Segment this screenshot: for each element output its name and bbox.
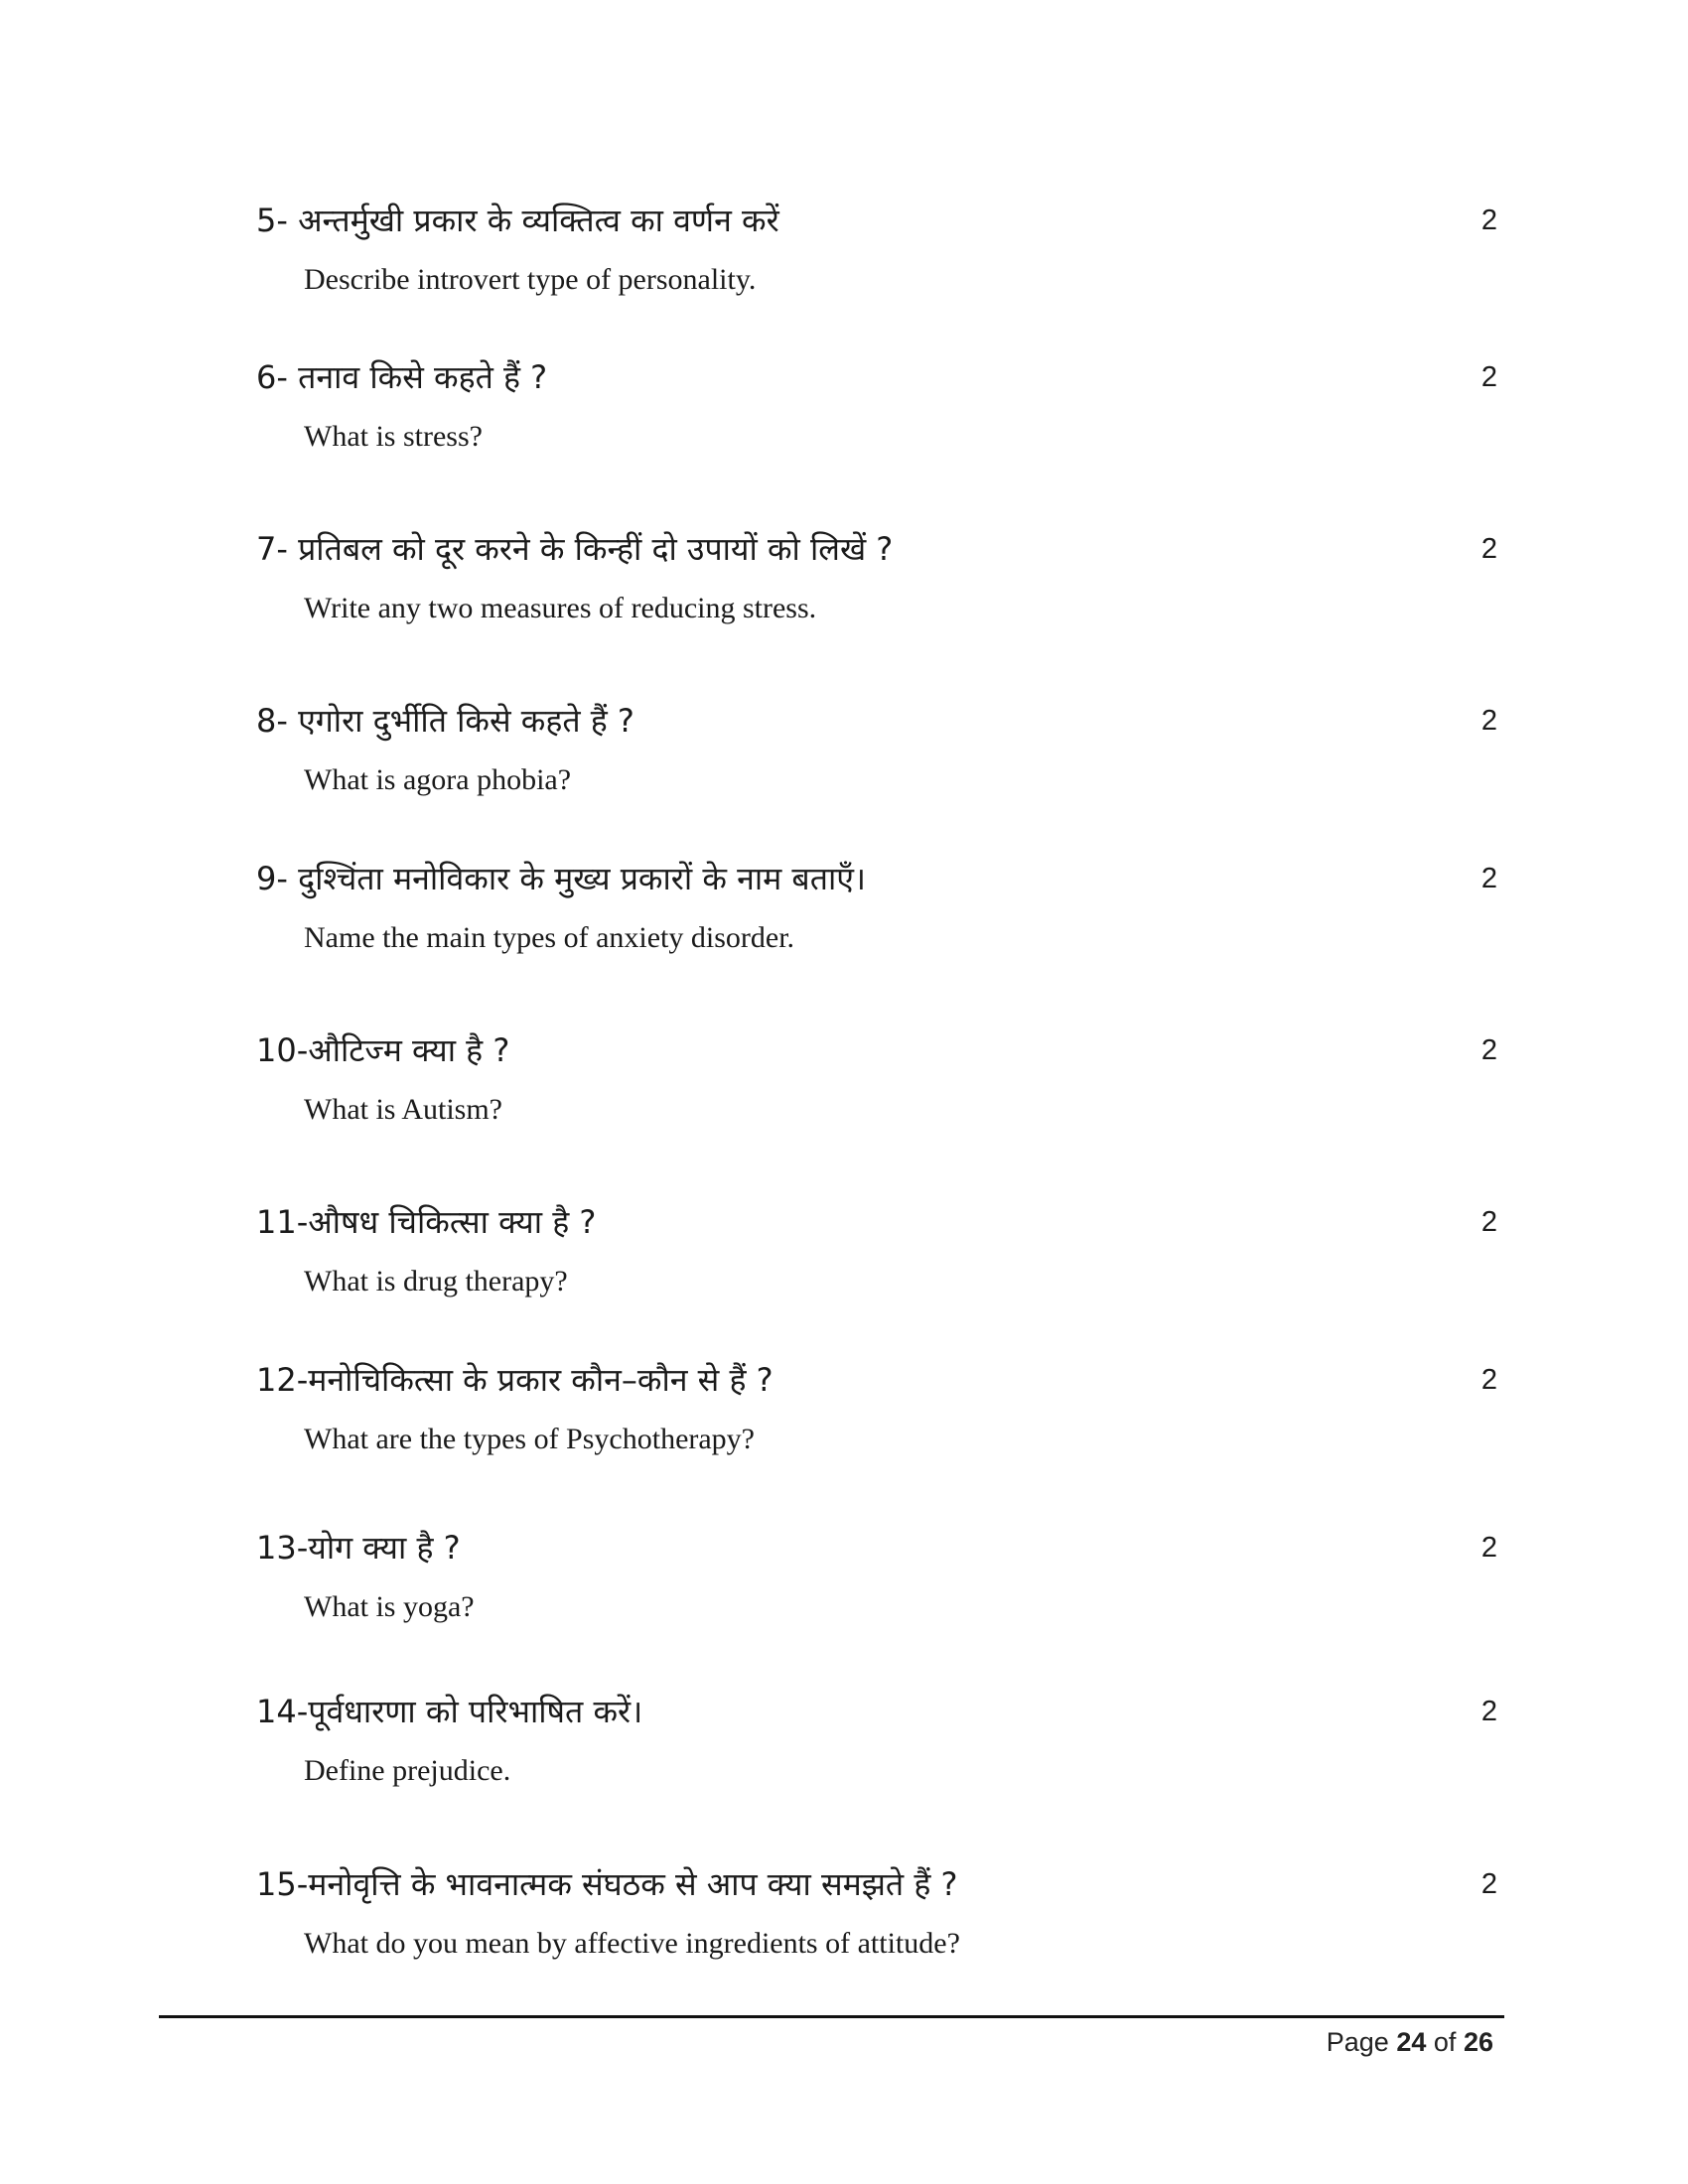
question-5: [256, 197, 1497, 300]
question-6: [256, 353, 1497, 457]
question-number: 8-: [256, 702, 288, 740]
page-of-label: of: [1433, 2027, 1457, 2057]
question-marks: 2: [1480, 1364, 1497, 1396]
current-page: 24: [1396, 2027, 1427, 2057]
question-hindi-text: तनाव किसे कहते हैं ?: [298, 358, 548, 396]
page-prefix: Page: [1326, 2027, 1389, 2057]
question-english-text: What is stress?: [304, 420, 483, 453]
question-9: [256, 855, 1497, 958]
question-english-text: What is agora phobia?: [304, 763, 572, 796]
question-hindi-text: अन्तर्मुखी प्रकार के व्यक्तित्व का वर्णन करें: [298, 202, 779, 239]
question-marks: 2: [1480, 863, 1497, 894]
question-number: 15-: [256, 1865, 309, 1903]
question-12: [256, 1356, 1497, 1459]
question-english-text: Write any two measures of reducing stress.: [304, 592, 817, 624]
question-english-text: What is drug therapy?: [304, 1265, 568, 1297]
question-number: 12-: [256, 1361, 309, 1399]
question-hindi-text: पूर्वधारणा को परिभाषित करें।: [308, 1693, 643, 1730]
question-14: [256, 1688, 1497, 1791]
question-hindi-text: दुश्चिंता मनोविकार के मुख्य प्रकारों के नाम बताएँ।: [298, 860, 867, 897]
question-13: [256, 1524, 1497, 1627]
question-marks: 2: [1480, 1532, 1497, 1564]
question-marks: 2: [1480, 1696, 1497, 1727]
question-marks: 2: [1480, 1868, 1497, 1900]
question-marks: 2: [1480, 1034, 1497, 1066]
question-english-text: What do you mean by affective ingredients of attitude?: [304, 1927, 960, 1960]
question-8: [256, 697, 1497, 800]
question-10: [256, 1026, 1497, 1130]
question-hindi-text: औषध चिकित्सा क्या है ?: [308, 1203, 597, 1241]
question-hindi-text: औटिज्म क्या है ?: [308, 1031, 510, 1069]
question-marks: 2: [1480, 361, 1497, 393]
question-7: [256, 525, 1497, 628]
question-11: [256, 1198, 1497, 1301]
question-number: 7-: [256, 530, 288, 568]
question-15: [256, 1860, 1497, 1964]
question-english-text: Name the main types of anxiety disorder.: [304, 921, 795, 954]
question-number: 5-: [256, 202, 288, 239]
total-pages: 26: [1463, 2027, 1493, 2057]
question-number: 11-: [256, 1203, 309, 1241]
question-marks: 2: [1480, 1206, 1497, 1238]
question-marks: 2: [1480, 205, 1497, 236]
question-hindi-text: योग क्या है ?: [308, 1529, 461, 1567]
page-number-footer: [1327, 2027, 1493, 2058]
question-english-text: Describe introvert type of personality.: [304, 263, 757, 296]
question-english-text: What is yoga?: [304, 1590, 475, 1623]
question-hindi-text: मनोचिकित्सा के प्रकार कौन–कौन से हैं ?: [308, 1361, 774, 1399]
question-number: 14-: [256, 1693, 309, 1730]
question-number: 9-: [256, 860, 288, 897]
question-english-text: Define prejudice.: [304, 1754, 511, 1787]
question-number: 10-: [256, 1031, 309, 1069]
question-hindi-text: एगोरा दुर्भीति किसे कहते हैं ?: [298, 702, 634, 740]
question-english-text: What are the types of Psychotherapy?: [304, 1423, 755, 1455]
question-marks: 2: [1480, 533, 1497, 565]
question-english-text: What is Autism?: [304, 1093, 502, 1126]
question-number: 6-: [256, 358, 288, 396]
footer-divider: [159, 2015, 1504, 2018]
question-number: 13-: [256, 1529, 309, 1567]
question-hindi-text: मनोवृत्ति के भावनात्मक संघठक से आप क्या समझते हैं ?: [308, 1865, 958, 1903]
question-marks: 2: [1480, 705, 1497, 737]
question-hindi-text: प्रतिबल को दूर करने के किन्हीं दो उपायों को लिखें ?: [298, 530, 894, 568]
